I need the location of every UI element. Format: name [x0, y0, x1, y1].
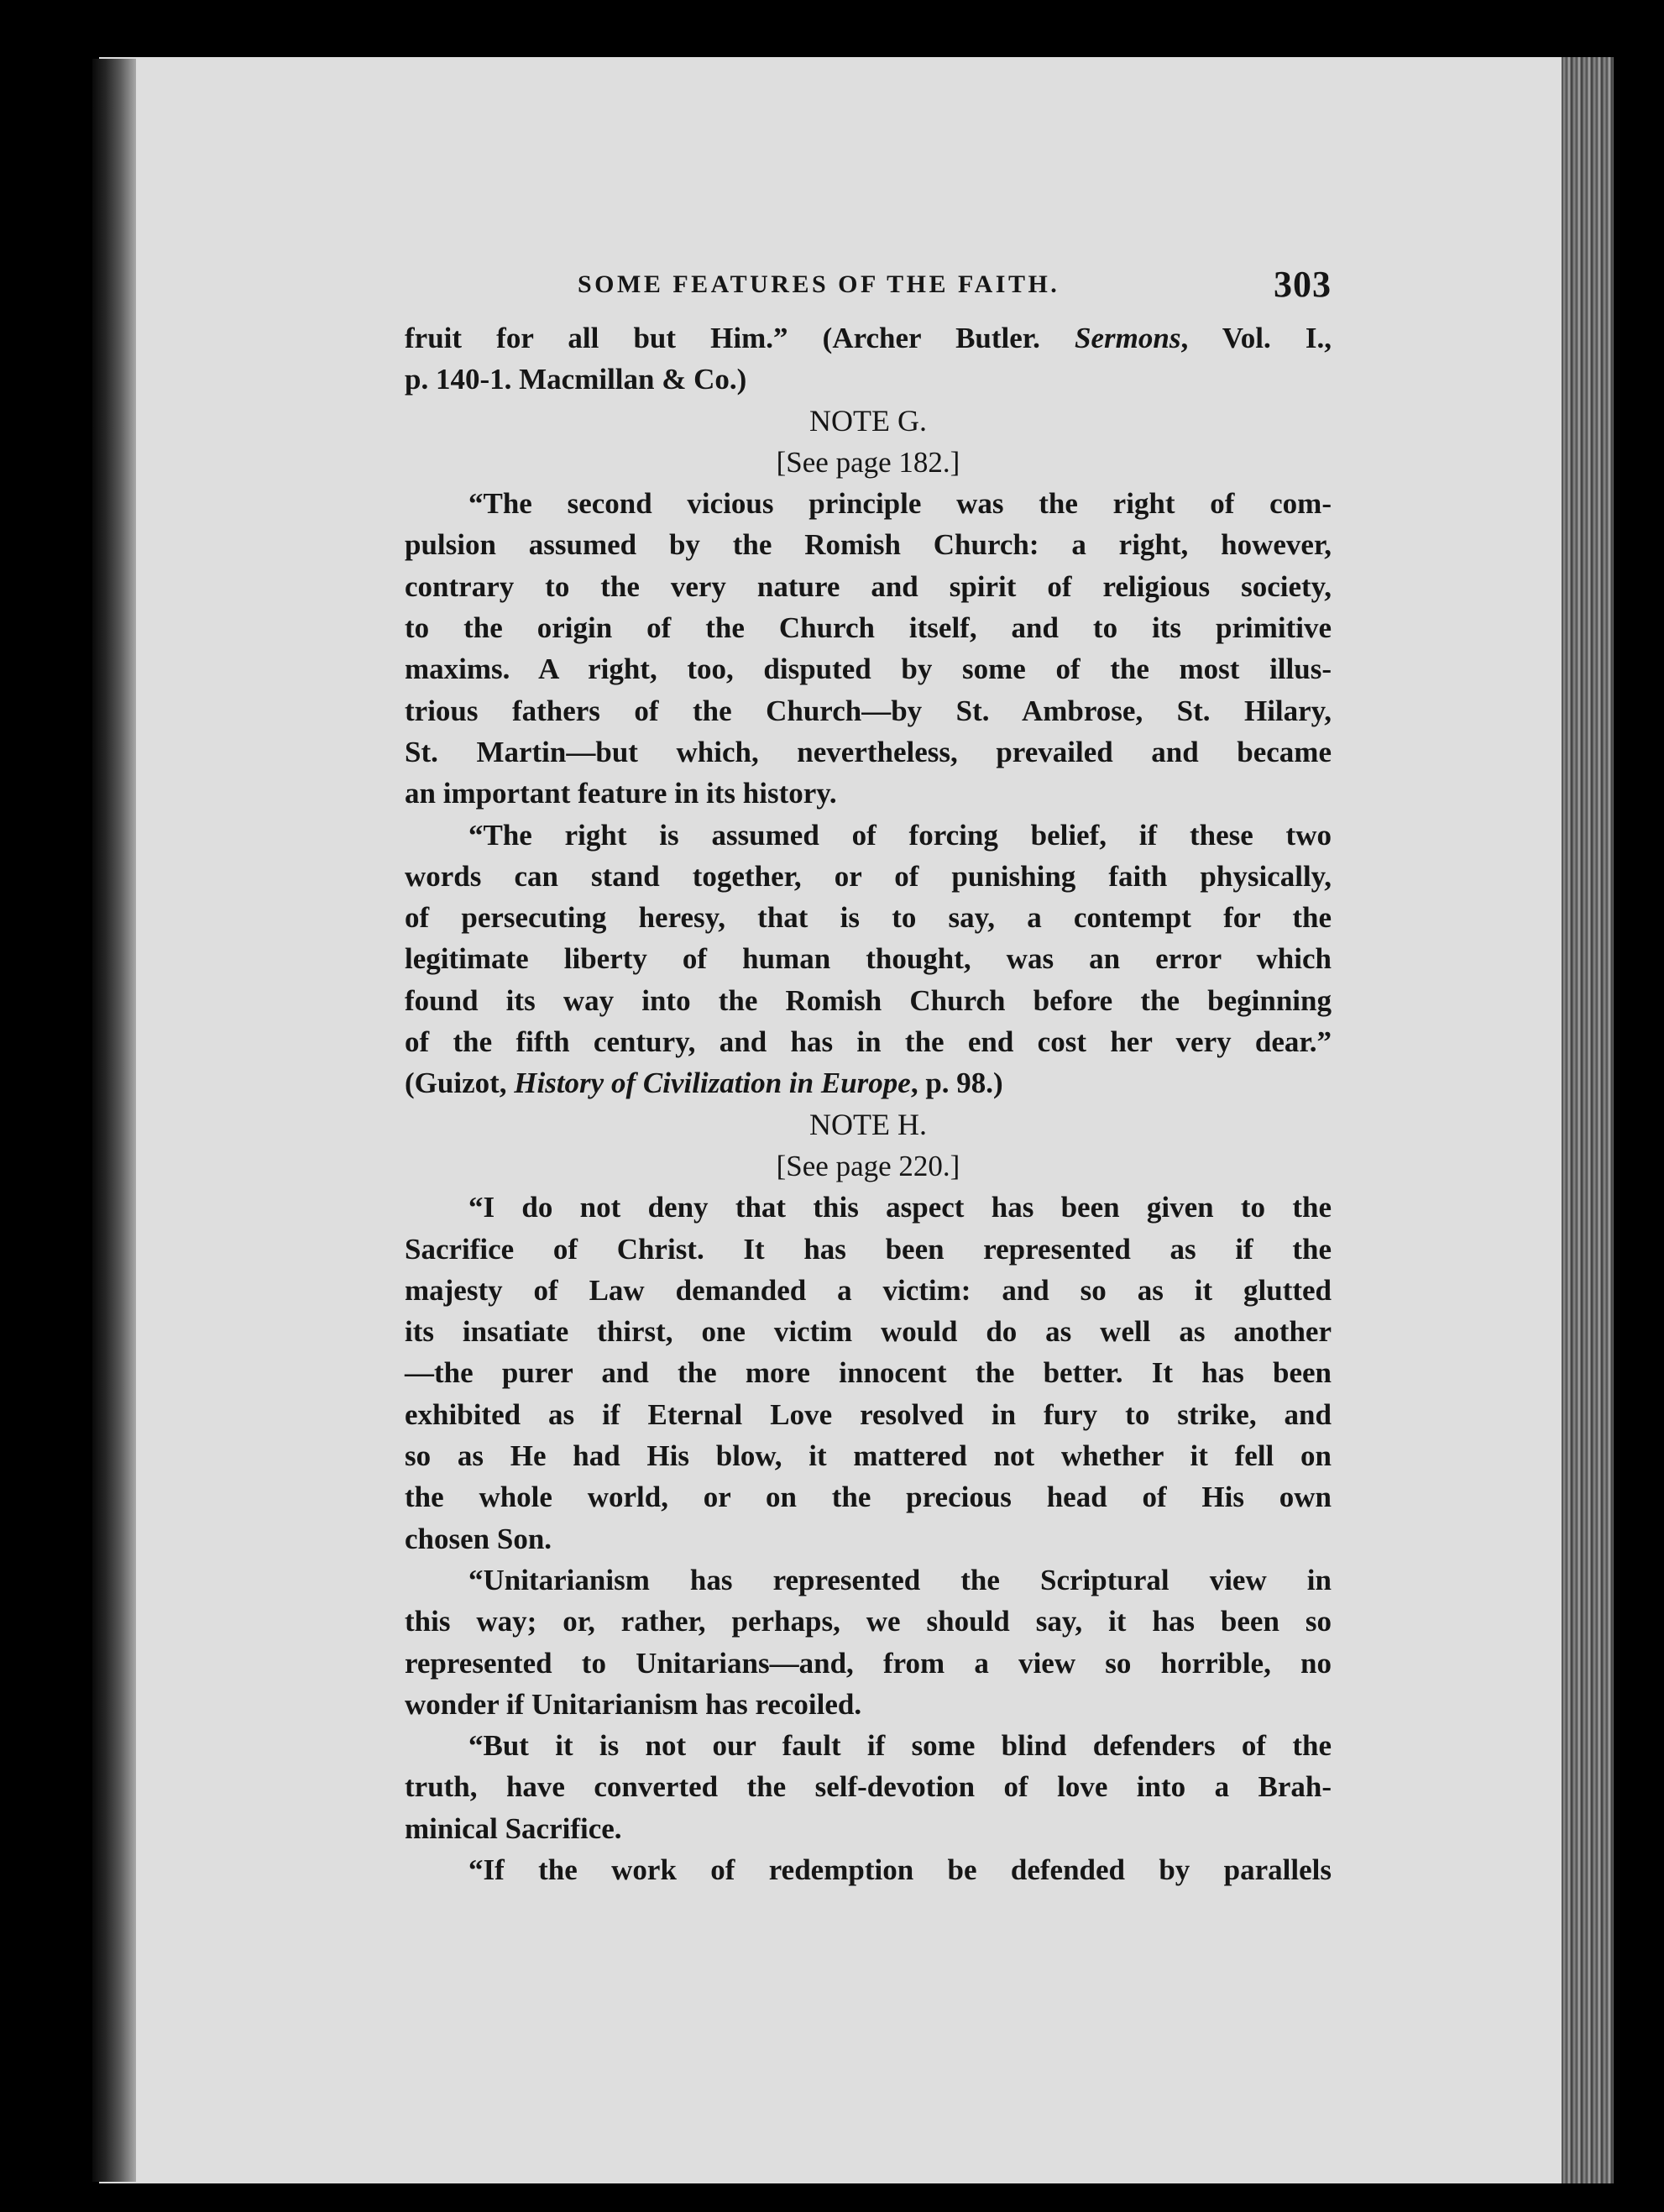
paragraph-start-line [405, 1725, 1332, 1766]
text-segment: fruit for all but Him.” (Archer Butler. [405, 322, 1075, 354]
text-segment: this way; or, rather, perhaps, we should say, it has been so [405, 1605, 1332, 1638]
text-segment: its insatiate thirst, one victim would do as well as another [405, 1315, 1332, 1349]
text-segment: chosen Son. [405, 1522, 552, 1555]
italic-title: History of Civilization in Europe [514, 1067, 911, 1100]
text-segment: the whole world, or on the precious head of His own [405, 1481, 1332, 1514]
text-segment: , p. 98.) [910, 1067, 1003, 1100]
text-line [405, 731, 1332, 773]
text-line [405, 1643, 1332, 1684]
text-segment: “If the work of redemption be defended by parallels [468, 1853, 1332, 1886]
text-line [405, 1766, 1332, 1807]
running-title: SOME FEATURES OF THE FAITH. [578, 270, 1060, 298]
text-segment: [See page 220.] [776, 1149, 960, 1182]
text-segment: minical Sacrifice. [405, 1811, 622, 1845]
text-line [405, 1270, 1332, 1311]
text-segment: words can stand together, or of punishing faith physically, [405, 859, 1332, 893]
text-line [405, 1435, 1332, 1476]
text-segment: pulsion assumed by the Romish Church: a right, however, [405, 528, 1332, 562]
text-segment: “I do not deny that this aspect has been given to the [468, 1191, 1332, 1224]
text-segment: “The second vicious principle was the right of com- [468, 487, 1332, 521]
page-edge-stack [1562, 57, 1614, 2183]
text-line-end [405, 359, 1332, 400]
text-segment: NOTE H. [809, 1107, 927, 1141]
text-segment: represented to Unitarians—and, from a view so horrible, no [405, 1646, 1332, 1680]
text-segment: found its way into the Romish Church before the beginning [405, 983, 1332, 1017]
running-head [405, 252, 1332, 317]
text-segment: wonder if Unitarianism has recoiled. [405, 1687, 862, 1721]
note-heading [405, 401, 1332, 442]
text-segment: , Vol. I., [1180, 322, 1332, 354]
paragraph-start-line [405, 483, 1332, 524]
book-gutter-shadow [92, 59, 136, 2182]
text-line-end [405, 1808, 1332, 1849]
text-line [405, 1021, 1332, 1062]
text-line [405, 938, 1332, 979]
text-segment: “The right is assumed of forcing belief, if these two [468, 818, 1332, 852]
text-line [405, 648, 1332, 689]
text-segment: (Guizot, [405, 1067, 515, 1100]
text-segment: majesty of Law demanded a victim: and so as it glutted [405, 1273, 1332, 1307]
text-segment: contrary to the very nature and spirit of religious society, [405, 569, 1332, 603]
text-segment: Sacrifice of Christ. It has been represented as if the [405, 1232, 1332, 1266]
body-text [405, 317, 1332, 1890]
note-heading [405, 1104, 1332, 1145]
italic-title: Sermons [1075, 322, 1181, 354]
text-line [405, 1601, 1332, 1642]
paragraph-start-line [405, 1559, 1332, 1601]
text-segment: exhibited as if Eternal Love resolved in fury to strike, and [405, 1397, 1332, 1431]
text-block [405, 252, 1332, 1890]
text-segment: trious fathers of the Church—by St. Ambrose, St. Hilary, [405, 694, 1332, 727]
see-page-reference [405, 442, 1332, 483]
paragraph-start-line [405, 1187, 1332, 1228]
text-segment: “But it is not our fault if some blind defenders of the [468, 1729, 1332, 1763]
text-segment: to the origin of the Church itself, and to its primitive [405, 611, 1332, 645]
text-segment: truth, have converted the self-devotion of love into a Brah- [405, 1770, 1332, 1804]
paragraph-start-line [405, 815, 1332, 856]
page-number: 303 [1274, 264, 1332, 305]
text-line [405, 856, 1332, 897]
text-segment: so as He had His blow, it mattered not whether it fell on [405, 1439, 1332, 1473]
text-line [405, 607, 1332, 648]
text-line-end [405, 1684, 1332, 1725]
text-segment: legitimate liberty of human thought, was an error which [405, 942, 1332, 976]
text-line [405, 1229, 1332, 1270]
text-line [405, 524, 1332, 565]
text-segment: maxims. A right, too, disputed by some of the most illus- [405, 653, 1332, 686]
see-page-reference [405, 1145, 1332, 1187]
text-line [405, 980, 1332, 1021]
text-segment: an important feature in its history. [405, 777, 837, 810]
text-line-end [405, 773, 1332, 814]
text-line [405, 1311, 1332, 1352]
text-segment: [See page 182.] [776, 445, 960, 479]
text-line-end [405, 1518, 1332, 1559]
text-line [405, 566, 1332, 607]
text-line-end [405, 1062, 1332, 1103]
paragraph-start-line [405, 1849, 1332, 1890]
text-segment: “Unitarianism has represented the Scriptural view in [468, 1563, 1332, 1596]
text-line [405, 897, 1332, 938]
text-line [405, 1394, 1332, 1435]
text-segment: of persecuting heresy, that is to say, a contempt for the [405, 901, 1332, 935]
text-segment: NOTE G. [809, 403, 927, 438]
text-segment: of the fifth century, and has in the end cost her very dear.” [405, 1025, 1332, 1059]
text-line [405, 317, 1332, 359]
text-line [405, 690, 1332, 731]
text-segment: —the purer and the more innocent the better. It has been [405, 1356, 1332, 1390]
text-segment: St. Martin—but which, nevertheless, prevailed and became [405, 735, 1332, 768]
text-line [405, 1476, 1332, 1517]
text-segment: p. 140-1. Macmillan & Co.) [405, 363, 747, 396]
text-line [405, 1352, 1332, 1393]
